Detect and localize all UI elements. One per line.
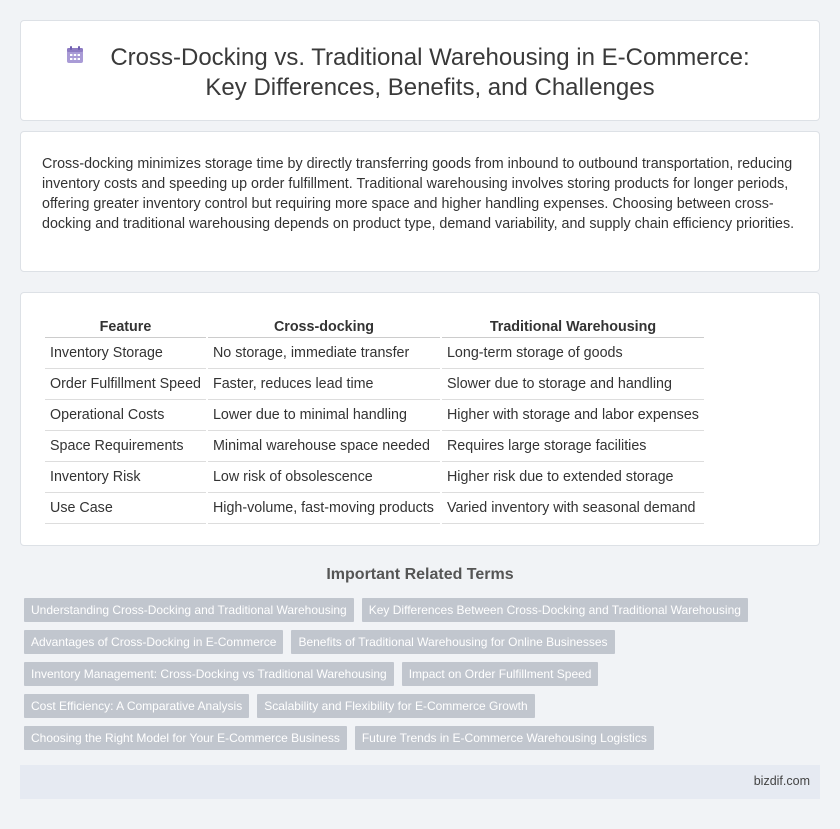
related-term-link[interactable]: Benefits of Traditional Warehousing for Online Businesses (291, 630, 614, 654)
table-cell: Inventory Storage (45, 338, 206, 369)
table-row (45, 462, 704, 493)
table-cell: Requires large storage facilities (442, 431, 704, 462)
related-term-link[interactable]: Advantages of Cross-Docking in E-Commerce (24, 630, 283, 654)
tag-row (24, 630, 804, 654)
related-term-link[interactable]: Choosing the Right Model for Your E-Commerce Business (24, 726, 347, 750)
related-term-link[interactable]: Future Trends in E-Commerce Warehousing Logistics (355, 726, 654, 750)
related-term-link[interactable]: Cost Efficiency: A Comparative Analysis (24, 694, 249, 718)
table-cell: Order Fulfillment Speed (45, 369, 206, 400)
related-term-link[interactable]: Understanding Cross-Docking and Traditional Warehousing (24, 598, 354, 622)
page-title: Cross-Docking vs. Traditional Warehousing in E-Commerce: Key Differences, Benefits, and Challenges (110, 44, 750, 101)
table-cell: Inventory Risk (45, 462, 206, 493)
related-term-link[interactable]: Inventory Management: Cross-Docking vs Traditional Warehousing (24, 662, 394, 686)
table-cell: Long-term storage of goods (442, 338, 704, 369)
table-header-row (45, 316, 704, 338)
related-term-link[interactable]: Scalability and Flexibility for E-Commerce Growth (257, 694, 534, 718)
related-terms-heading: Important Related Terms (326, 566, 514, 583)
table-row (45, 493, 704, 524)
table-cell: Space Requirements (45, 431, 206, 462)
table-row (45, 400, 704, 431)
comparison-table (43, 316, 706, 524)
table-row (45, 431, 704, 462)
table-cell: Slower due to storage and handling (442, 369, 704, 400)
table-cell: Use Case (45, 493, 206, 524)
table-cell: Varied inventory with seasonal demand (442, 493, 704, 524)
table-cell: Low risk of obsolescence (208, 462, 440, 493)
comparison-card (20, 292, 820, 546)
table-cell: Faster, reduces lead time (208, 369, 440, 400)
column-header-traditional: Traditional Warehousing (442, 316, 704, 338)
intro-paragraph: Cross-docking minimizes storage time by directly transferring goods from inbound to outbound transportation, reducing inventory costs and speeding up order fulfillment. Traditional warehousing involves storing products for longer periods, offering greater inventory control but requiring more space and higher handling expenses. Choosing between cross-docking and traditional warehousing depends on product type, demand variability, and supply chain efficiency priorities. (42, 156, 795, 232)
table-cell: Minimal warehouse space needed (208, 431, 440, 462)
intro-card (20, 131, 820, 272)
table-row (45, 338, 704, 369)
column-header-cross-docking: Cross-docking (208, 316, 440, 338)
table-cell: Operational Costs (45, 400, 206, 431)
table-cell: No storage, immediate transfer (208, 338, 440, 369)
footer (20, 765, 820, 799)
tag-row (24, 598, 804, 622)
tag-row (24, 694, 804, 718)
related-terms-list (24, 598, 804, 758)
title-card (20, 20, 820, 121)
related-term-link[interactable]: Key Differences Between Cross-Docking and Traditional Warehousing (362, 598, 748, 622)
footer-site-link[interactable]: bizdif.com (753, 774, 810, 788)
table-row (45, 369, 704, 400)
table-cell: Lower due to minimal handling (208, 400, 440, 431)
related-term-link[interactable]: Impact on Order Fulfillment Speed (402, 662, 599, 686)
column-header-feature: Feature (45, 316, 206, 338)
table-cell: Higher with storage and labor expenses (442, 400, 704, 431)
table-cell: Higher risk due to extended storage (442, 462, 704, 493)
table-cell: High-volume, fast-moving products (208, 493, 440, 524)
tag-row (24, 662, 804, 686)
tag-row (24, 726, 804, 750)
